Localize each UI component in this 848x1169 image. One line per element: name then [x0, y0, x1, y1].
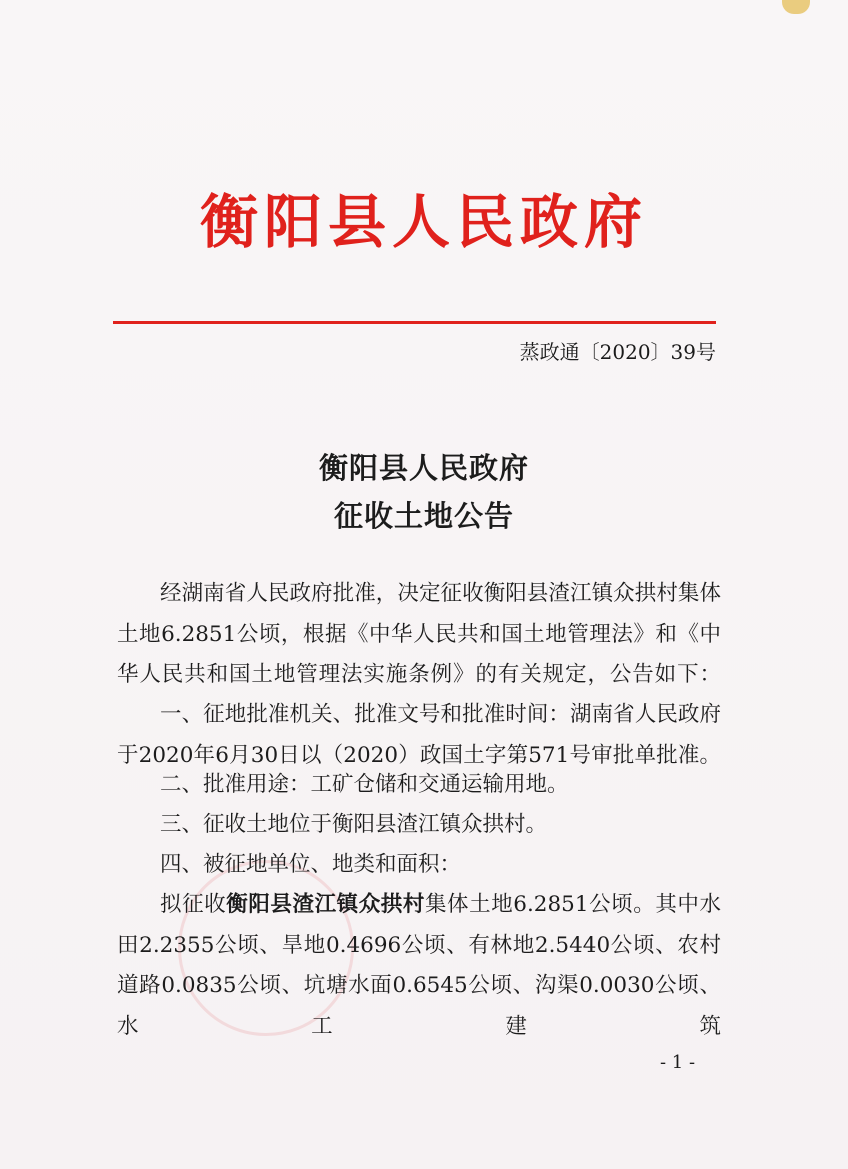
corner-tab-mark: [782, 0, 810, 14]
land-prefix: 拟征收: [160, 892, 227, 917]
masthead-title: 衡阳县人民政府: [199, 188, 648, 256]
item-units-heading: 四、被征地单位、地类和面积：: [160, 852, 462, 877]
intro-paragraph: 经湖南省人民政府批准，决定征收衡阳县渣江镇众拱村集体土地6.2851公顷，根据《中华人民共和国土地管理法》和《中华人民共和国土地管理法实施条例》的有关规定，公告如下：: [117, 581, 721, 687]
land-details: 集体土地6.2851公顷。其中水田2.2355公顷、旱地0.4696公顷、有林地2.5440公顷、农村道路0.0835公顷、坑塘水面0.6545公顷、沟渠0.0030公顷、水工建筑: [117, 892, 721, 1039]
notice-title-line2: 征收土地公告: [333, 499, 514, 533]
land-unit-name: 衡阳县渣江镇众拱村: [226, 892, 425, 917]
notice-title-line1: 衡阳县人民政府: [318, 451, 529, 485]
document-number: 蒸政通〔2020〕39号: [519, 340, 716, 364]
item-purpose: 二、批准用途：工矿仓储和交通运输用地。: [160, 772, 569, 797]
page-number: - 1 -: [660, 1052, 696, 1073]
item-location: 三、征收土地位于衡阳县渣江镇众拱村。: [160, 812, 548, 837]
item-approval: 一、征地批准机关、批准文号和批准时间：湖南省人民政府于2020年6月30日以（2020）政国土字第571号审批单批准。: [117, 702, 721, 768]
land-paragraph: [117, 885, 721, 1047]
masthead-red-rule: [113, 321, 716, 324]
